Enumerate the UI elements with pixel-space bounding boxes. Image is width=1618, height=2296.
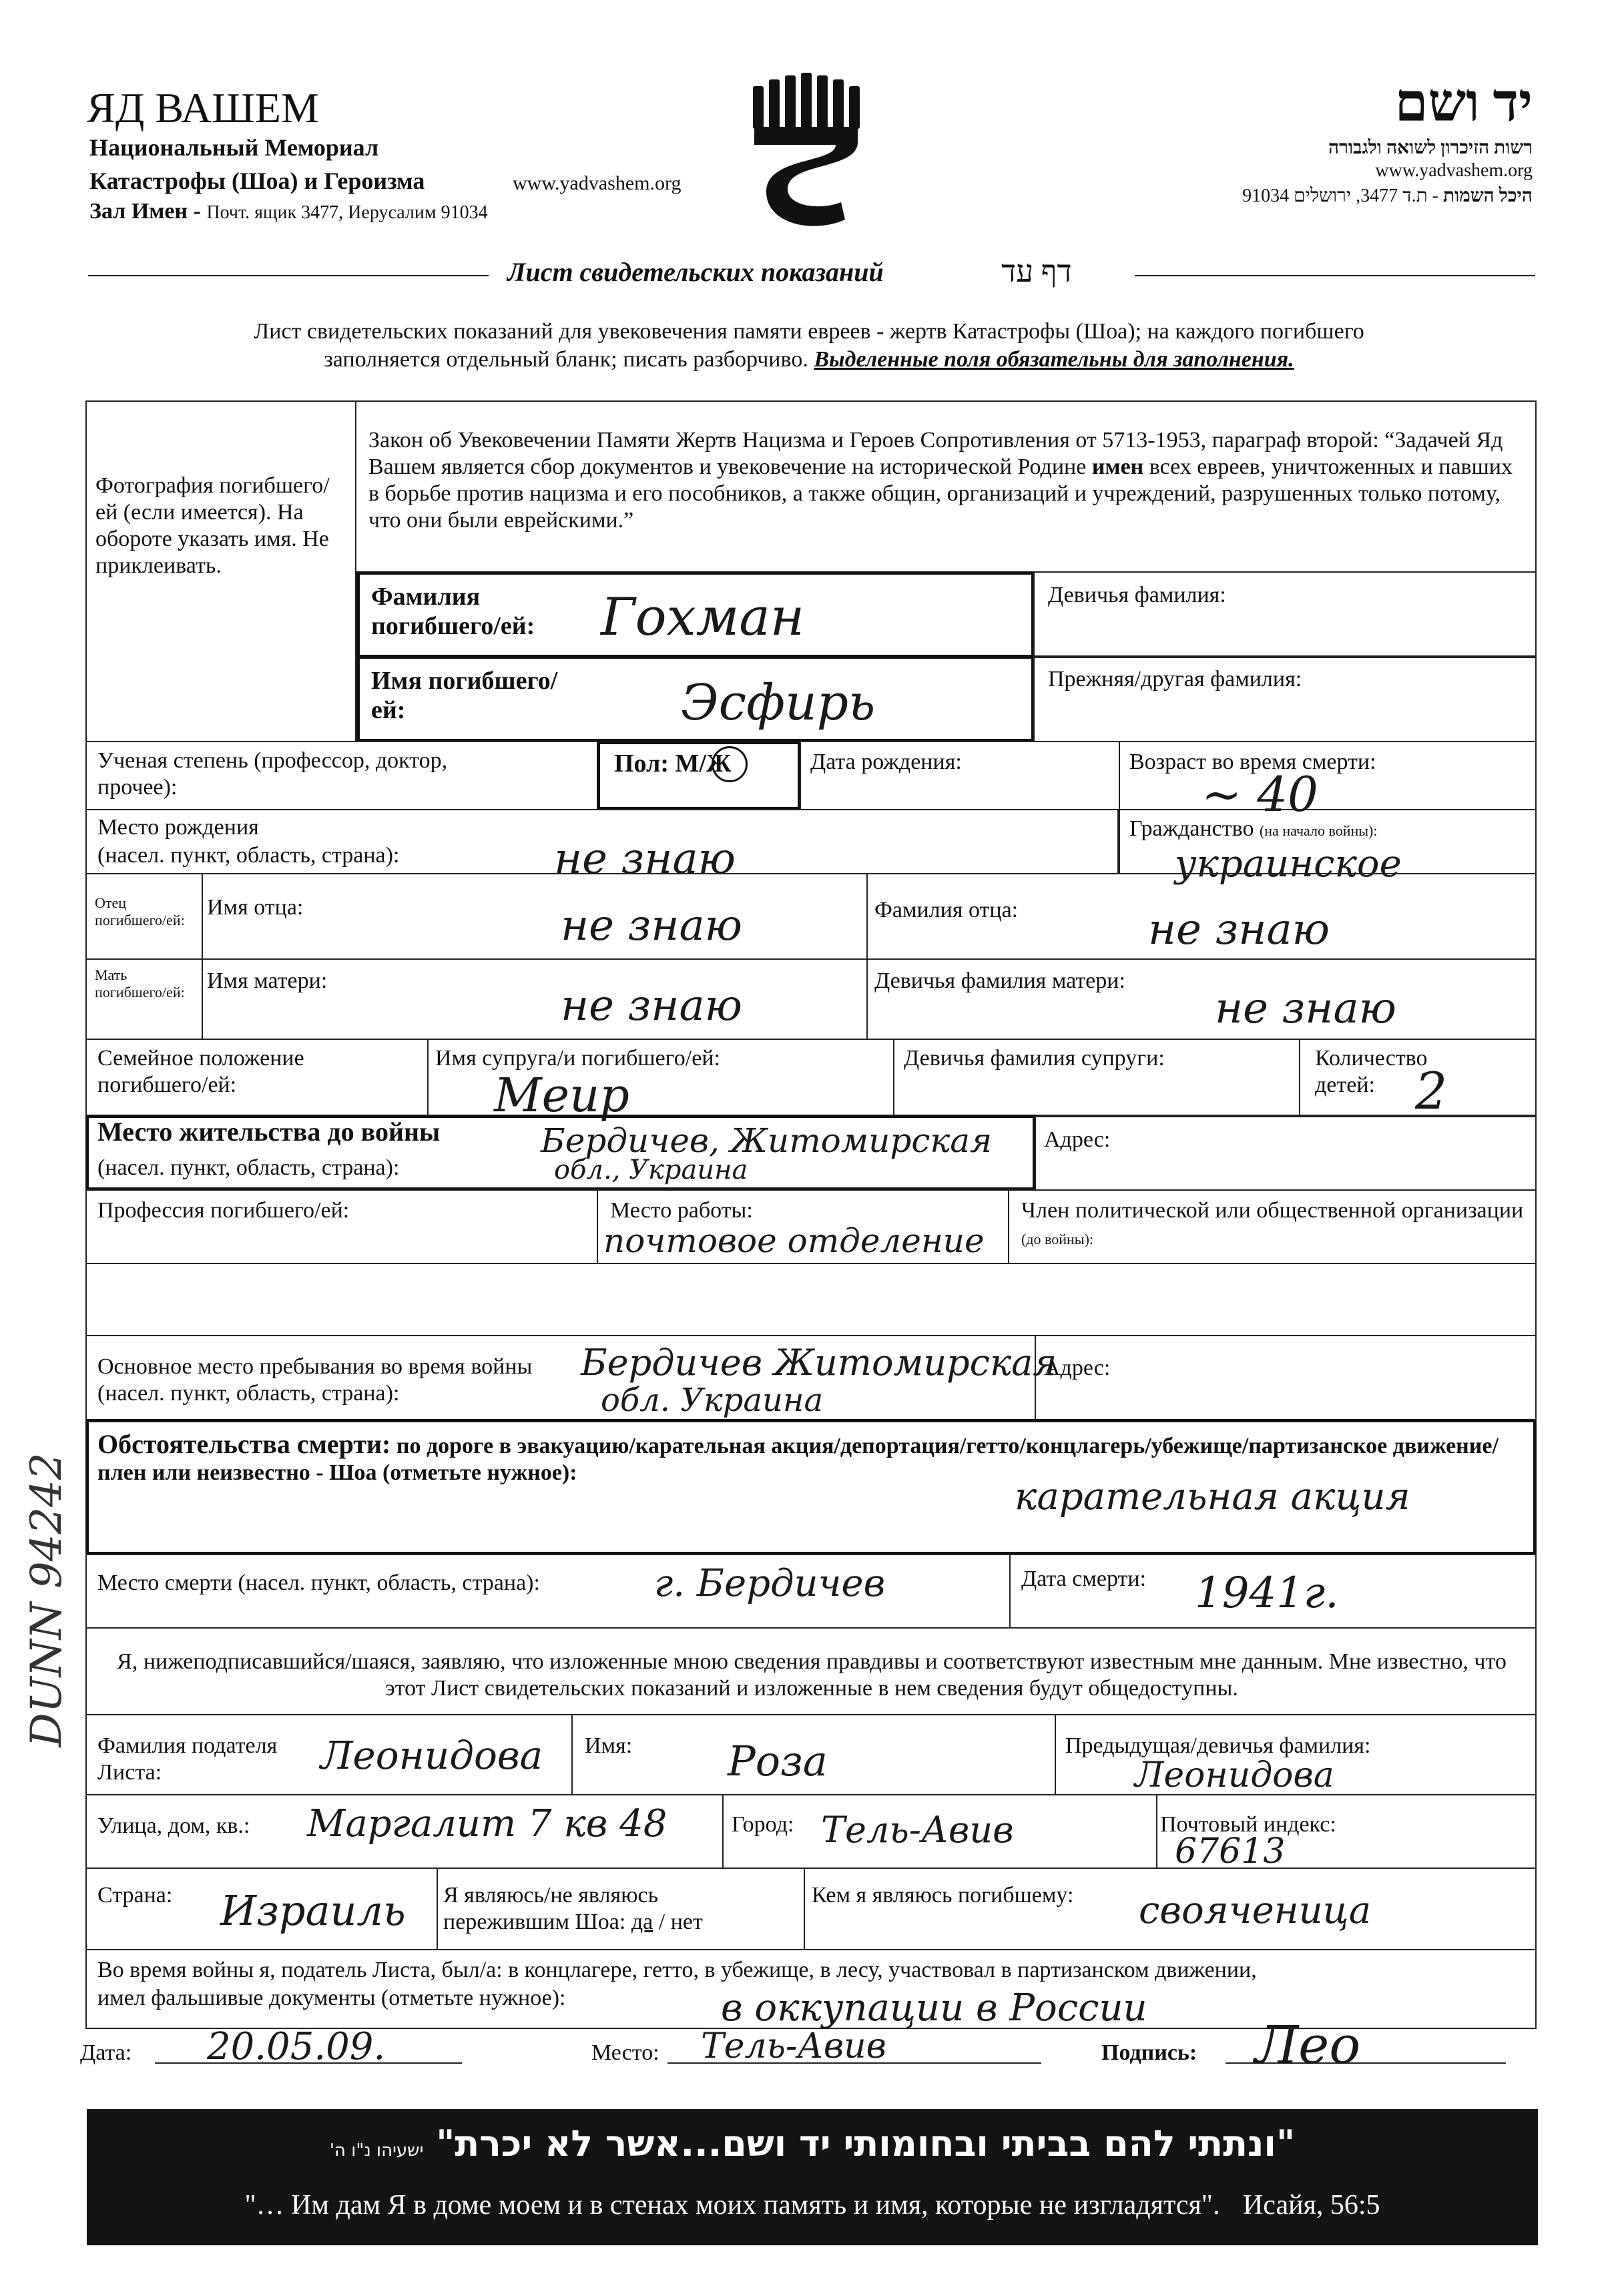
citizenship-title: Гражданство <box>1129 816 1254 841</box>
logo-flame-1 <box>753 86 764 129</box>
law-text <box>368 427 1523 534</box>
signature-value: Лео <box>1255 2016 1361 2076</box>
membership-label-2 <box>1021 1224 1093 1251</box>
spouse-maiden-label: Девичья фамилия супруги: <box>904 1046 1165 1071</box>
form-title: Лист свидетельских показаний <box>507 257 884 287</box>
submitter-prev-value: Леонидова <box>1135 1755 1334 1795</box>
quote-he-line <box>100 2122 1525 2165</box>
hall-he: היכל השמות <box>1443 186 1533 206</box>
citizenship-note: (на начало войны): <box>1259 822 1378 839</box>
membership-label: Член политической или общественной организации <box>1021 1198 1524 1223</box>
degree-label: Ученая степень (профессор, доктор, прочее): <box>97 748 448 800</box>
hall-label: Зал Имен - <box>89 199 201 224</box>
place-label: Место: <box>591 2040 659 2065</box>
spouse-name-label: Имя супруга/и погибшего/ей: <box>435 1046 720 1071</box>
father-side-label: Отец погибшего/ей: <box>95 894 185 928</box>
father-surname-label: Фамилия отца: <box>874 898 1019 922</box>
wartime-value-1: Бердичев Житомирская <box>581 1342 1057 1384</box>
law-text-bold: имен <box>1091 455 1144 479</box>
mother-name-value: не знаю <box>561 981 742 1031</box>
survivor-label-2: пережившим Шоа: <box>443 1910 626 1934</box>
victim-surname-value: Гохман <box>601 587 805 647</box>
death-date-label: Дата смерти: <box>1021 1566 1147 1591</box>
quote-ru-ref: Исайя, 56:5 <box>1242 2190 1380 2221</box>
survivor-yes-option[interactable]: да <box>631 1910 653 1934</box>
hall-he-line <box>1242 186 1533 207</box>
age-label: Возраст во время смерти: <box>1129 750 1376 774</box>
title-rule-left <box>88 275 489 276</box>
zip-value: 67613 <box>1175 1831 1286 1872</box>
children-label: Количество детей: <box>1315 1046 1428 1097</box>
survivor-separator: / <box>658 1910 665 1934</box>
relation-value: свояченица <box>1139 1889 1372 1932</box>
submitter-wartime-label-2: имел фальшивые документы (отметьте нужное): <box>97 1986 566 2010</box>
quote-he: "ונתתי להם בביתי ובחומותי יד ושם...אשר לא יכרת" <box>436 2122 1296 2165</box>
website-left: www.yadvashem.org <box>513 172 682 194</box>
margin-archive-number: DUNN 94242 <box>22 1452 71 1747</box>
residence-value-2: обл., Украина <box>554 1155 748 1185</box>
residence-sublabel: (насел. пункт, область, страна): <box>97 1155 400 1180</box>
victim-other-surname-label: Прежняя/другая фамилия: <box>1048 667 1302 691</box>
father-name-value: не знаю <box>561 901 742 950</box>
logo-flame-2 <box>769 79 780 129</box>
blank-row[interactable] <box>85 1263 1537 1336</box>
date-value: 20.05.09. <box>207 2025 386 2068</box>
submitter-prev-label: Предыдущая/девичья фамилия: <box>1065 1733 1371 1758</box>
residence-value-1: Бердичев, Житомирская <box>541 1121 993 1160</box>
submitter-name-label: Имя: <box>585 1733 633 1758</box>
quote-ru-line <box>100 2189 1525 2221</box>
submitter-name-value: Роза <box>728 1737 828 1785</box>
zip-label: Почтовый индекс: <box>1160 1812 1336 1837</box>
hall-he-dash: - <box>1432 186 1438 206</box>
victim-name-value: Эсфирь <box>681 674 876 732</box>
death-circumstances-label: Обстоятельства смерти: <box>97 1429 391 1459</box>
children-value: 2 <box>1415 1061 1448 1121</box>
city-value: Тель-Авив <box>821 1809 1014 1851</box>
memorial-subtitle-2: Катастрофы (Шоа) и Героизма <box>89 168 425 194</box>
workplace-label: Место работы: <box>610 1198 753 1223</box>
org-name-ru: ЯД ВАШЕМ <box>87 84 319 131</box>
survivor-no-option[interactable]: нет <box>670 1910 703 1934</box>
residence-label: Место жительства до войны <box>97 1117 441 1147</box>
yad-vashem-logo <box>748 70 864 234</box>
victim-name-label: Имя погибшего/ей: <box>371 667 558 724</box>
spouse-name-value: Меир <box>494 1068 629 1123</box>
country-value: Израиль <box>220 1886 406 1935</box>
victim-maiden-label: Девичья фамилия: <box>1048 583 1226 607</box>
workplace-value: почтовое отделение <box>603 1221 985 1260</box>
authority-he: רשות הזיכרון לשואה ולגבורה <box>1328 137 1533 158</box>
father-surname-value: не знаю <box>1148 905 1330 954</box>
signature-label: Подпись: <box>1101 2040 1197 2065</box>
submitter-wartime-value: в оккупации в России <box>721 1986 1147 2030</box>
citizenship-value: украинское <box>1175 842 1402 886</box>
relation-label: Кем я являюсь погибшему: <box>812 1883 1074 1908</box>
submitter-surname-label: Фамилия подателя Листа: <box>97 1733 278 1785</box>
profession-label: Профессия погибшего/ей: <box>97 1198 350 1223</box>
intro-mandatory-note: Выделенные поля обязательны для заполнения. <box>814 347 1294 372</box>
intro-text: заполняется отдельный бланк; писать разборчиво. <box>324 347 808 372</box>
title-rule-right <box>1135 275 1535 276</box>
wartime-value-2: обл. Украина <box>601 1382 824 1419</box>
death-circumstances-options: по дороге в эвакуацию/карательная акция/депортация/гетто/концлагерь/убежище/партизанское движение/плен или неизвестно - Шоа (отметьте нужное): <box>97 1434 1499 1485</box>
logo-hook <box>754 127 858 226</box>
hall-of-names <box>89 199 488 224</box>
birthplace-sublabel: (насел. пункт, область, страна): <box>97 843 400 868</box>
logo-flame-6 <box>833 79 844 129</box>
father-name-label: Имя отца: <box>207 895 304 920</box>
survivor-label-1: Я являюсь/не являюсь <box>443 1883 659 1908</box>
death-place-label: Место смерти (насел. пункт, область, страна): <box>97 1570 540 1595</box>
birthplace-label: Место рождения <box>97 815 259 840</box>
photo-instructions: Фотография погибшего/ей (если имеется). На обороте указать имя. Не приклеивать. <box>95 473 330 578</box>
logo-flame-7 <box>849 86 860 129</box>
law-text-1: Закон об Увековечении Памяти Жертв Нацизма и Героев Сопротивления от 5713-1953, параграф второй: “Задачей Яд Вашем является сбор документов и увековечение на исторической Родине <box>368 428 1503 479</box>
submitter-wartime-label-1: Во время войны я, податель Листа, был/а: в концлагере, гетто, в убежище, в лесу, участвовал в партизанском движении, <box>97 1958 1257 1982</box>
sex-female-circle[interactable] <box>712 746 748 782</box>
mother-maiden-label: Девичья фамилия матери: <box>874 968 1125 993</box>
survivor-label-2-row <box>443 1909 703 1936</box>
mother-name-label: Имя матери: <box>207 968 328 993</box>
logo-flame-4 <box>801 73 812 129</box>
address-he: ת.ד 3477, ירושלים 91034 <box>1242 186 1428 206</box>
citizenship-label <box>1129 816 1377 842</box>
law-text-2: всех евреев, уничтоженных и павших в борьбе против нацизма и его пособников, а также общин, организаций и учреждений, разрушенных только потому, что они были еврейскими.” <box>368 455 1513 533</box>
org-name-he: יד ושם <box>1394 74 1533 133</box>
birthplace-value: не знаю <box>554 834 736 884</box>
mother-maiden-value: не знаю <box>1215 984 1396 1033</box>
quote-he-ref: ישעיהו נ"ו ה' <box>329 2140 424 2161</box>
country-label: Страна: <box>97 1883 173 1908</box>
street-value: Маргалит 7 кв 48 <box>307 1802 667 1845</box>
date-label: Дата: <box>80 2040 132 2065</box>
wartime-place-label: Основное место пребывания во время войны (насел. пункт, область, страна): <box>97 1354 533 1406</box>
logo-flame-3 <box>785 75 796 129</box>
birthdate-label: Дата рождения: <box>810 750 962 774</box>
age-value: ~ 40 <box>1201 766 1318 822</box>
intro-line-2 <box>0 347 1618 372</box>
wartime-address-label: Адрес: <box>1044 1356 1111 1380</box>
logo-flame-5 <box>817 75 828 129</box>
memorial-subtitle-1: Национальный Мемориал <box>89 134 379 161</box>
place-value: Тель-Авив <box>701 2026 886 2066</box>
death-date-value: 1941г. <box>1195 1568 1339 1618</box>
death-circumstances-value: карательная акция <box>1015 1475 1410 1518</box>
membership-note: (до войны): <box>1021 1231 1094 1247</box>
residence-address-label: Адрес: <box>1044 1127 1111 1152</box>
hall-address: Почт. ящик 3477, Иерусалим 91034 <box>206 202 488 223</box>
marital-status-label: Семейное положение погибшего/ей: <box>97 1046 304 1097</box>
quote-ru: "… Им дам Я в доме моем и в стенах моих память и имя, которые не изгладятся". <box>244 2190 1220 2221</box>
sex-label: Пол: М/Ж <box>614 750 732 778</box>
street-label: Улица, дом, кв.: <box>97 1813 250 1838</box>
form-title-he: דף עד <box>1001 254 1072 288</box>
victim-surname-label: Фамилия погибшего/ей: <box>371 583 535 640</box>
website-right: www.yadvashem.org <box>1375 160 1533 181</box>
submitter-surname-value: Леонидова <box>320 1733 543 1778</box>
city-label: Город: <box>732 1812 794 1837</box>
declaration-text: Я, нижеподписавшийся/шаяся, заявляю, что изложенные мною сведения правдивы и соответствуют известным мне данным. Мне известно, что этот Лист свидетельских показаний и изложенные в нем сведения будут общедоступны. <box>117 1649 1507 1701</box>
intro-line-1: Лист свидетельских показаний для увековечения памяти евреев - жертв Катастрофы (Шоа); на каждого погибшего <box>254 319 1364 344</box>
death-place-value: г. Бердичев <box>654 1562 886 1605</box>
mother-side-label: Мать погибшего/ей: <box>95 966 185 1000</box>
